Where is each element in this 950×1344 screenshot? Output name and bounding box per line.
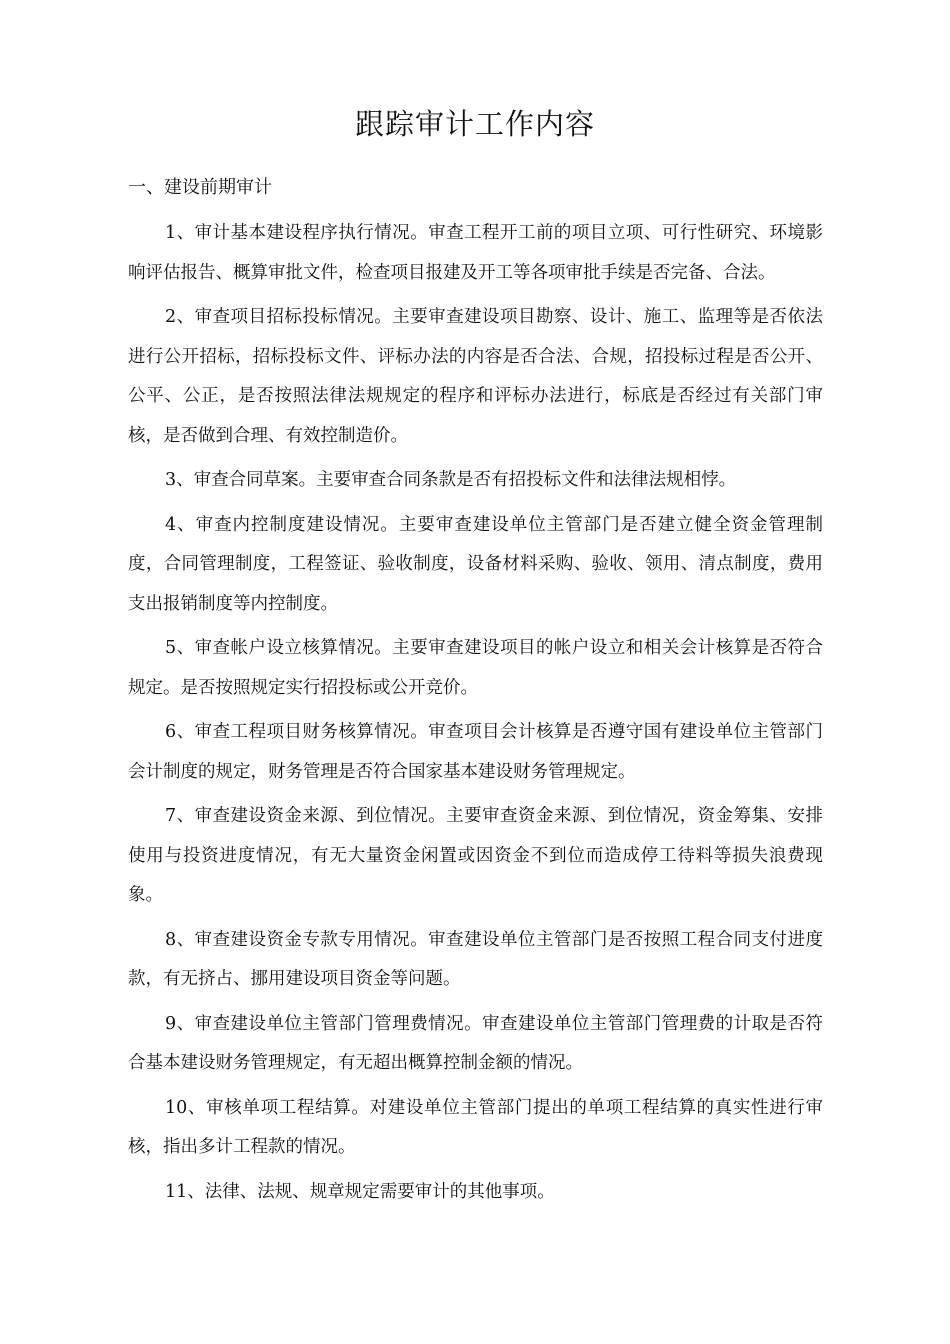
- audit-item-11: 11、法律、法规、规章规定需要审计的其他事项。: [165, 1181, 555, 1202]
- audit-item-10: 10、审核单项工程结算。对建设单位主管部门提出的单项工程结算的真实性进行审核，指出多计工程款的情况。: [128, 1097, 823, 1157]
- audit-item-4: 4、审查内控制度建设情况。主要审查建设单位主管部门是否建立健全资金管理制度，合同管理制度，工程签证、验收制度，设备材料采购、验收、领用、清点制度，费用支出报销制度等内控制度。: [128, 514, 823, 614]
- audit-item-2: 2、审查项目招标投标情况。主要审查建设项目勘察、设计、施工、监理等是否依法进行公开招标，招标投标文件、评标办法的内容是否合法、合规，招投标过程是否公开、公平、公正，是否按照法律法规规定的程序和评标办法进行，标底是否经过有关部门审核，是否做到合理、有效控制造价。: [128, 307, 823, 446]
- audit-item-7: 7、审查建设资金来源、到位情况。主要审查资金来源、到位情况，资金筹集、安排使用与投资进度情况，有无大量资金闲置或因资金不到位而造成停工待料等损失浪费现象。: [128, 806, 823, 905]
- document-title: 跟踪审计工作内容: [354, 107, 595, 141]
- section-heading: 一、建设前期审计: [128, 177, 272, 198]
- audit-item-3: 3、审查合同草案。主要审查合同条款是否有招投标文件和法律法规相悖。: [165, 470, 737, 490]
- audit-item-6: 6、审查工程项目财务核算情况。审查项目会计核算是否遵守国有建设单位主管部门会计制度的规定，财务管理是否符合国家基本建设财务管理规定。: [128, 722, 823, 782]
- audit-item-1: 1、审计基本建设程序执行情况。审查工程开工前的项目立项、可行性研究、环境影响评估报告、概算审批文件，检查项目报建及开工等各项审批手续是否完备、合法。: [128, 223, 823, 283]
- document-body: [128, 214, 823, 1217]
- audit-item-9: 9、审查建设单位主管部门管理费情况。审查建设单位主管部门管理费的计取是否符合基本建设财务管理规定，有无超出概算控制金额的情况。: [128, 1013, 823, 1073]
- audit-item-8: 8、审查建设资金专款专用情况。审查建设单位主管部门是否按照工程合同支付进度款，有无挤占、挪用建设项目资金等问题。: [128, 929, 823, 989]
- audit-item-5: 5、审查帐户设立核算情况。主要审查建设项目的帐户设立和相关会计核算是否符合规定。是否按照规定实行招投标或公开竞价。: [128, 638, 823, 698]
